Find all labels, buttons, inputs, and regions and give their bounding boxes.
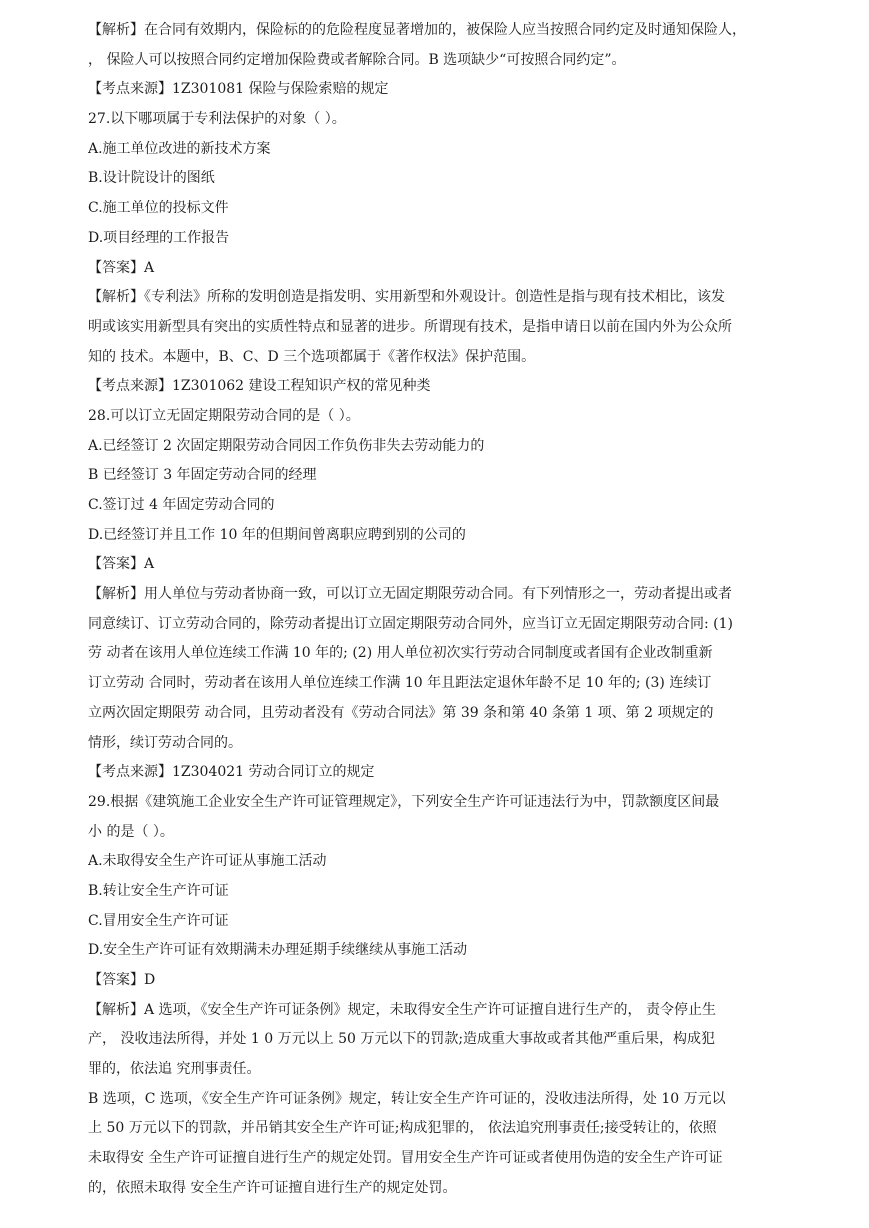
source-note: 【考点来源】1Z301081 保险与保险索赔的规定 bbox=[88, 81, 389, 98]
answer: 【答案】A bbox=[88, 259, 155, 276]
text-line: 明或该实用新型具有突出的实质性特点和显著的进步。所谓现有技术，是指申请日以前在国内外为公众所 bbox=[88, 318, 732, 335]
text-line: 【解析】《专利法》所称的发明创造是指发明、实用新型和外观设计。创造性是指与现有技术相比，该发 bbox=[88, 289, 725, 306]
option-d: D.已经签订并且工作 10 年的但期间曾离职应聘到别的公司的 bbox=[88, 526, 466, 543]
text-line: 订立劳动 合同时，劳动者在该用人单位连续工作满 10 年且距法定退休年龄不足 10 年的; (3) 连续订 bbox=[88, 675, 712, 692]
option-a: A.未取得安全生产许可证从事施工活动 bbox=[88, 853, 327, 870]
text-line: 立两次固定期限劳 动合同，且劳动者没有《劳动合同法》第 39 条和第 40 条第 1 项、第 2 项规定的 bbox=[88, 704, 714, 721]
text-line: 【解析】A 选项，《安全生产许可证条例》规定，未取得安全生产许可证擅自进行生产的， 责令停止生 bbox=[88, 1001, 717, 1018]
text-line: 未取得安 全生产许可证擅自进行生产的规定处罚。冒用安全生产许可证或者使用伪造的安全生产许可证 bbox=[88, 1150, 723, 1167]
option-d: D.安全生产许可证有效期满未办理延期手续继续从事施工活动 bbox=[88, 942, 468, 959]
text-line: 劳 动者在该用人单位连续工作满 10 年的; (2) 用人单位初次实行劳动合同制度或者国有企业改制重新 bbox=[88, 645, 713, 662]
text-line: 【解析】在合同有效期内，保险标的的危险程度显著增加的，被保险人应当按照合同约定及时通知保险人， bbox=[88, 22, 746, 38]
text-line: ， 保险人可以按照合同约定增加保险费或者解除合同。B 选项缺少“可按照合同约定”。 bbox=[88, 51, 626, 68]
question-28: 28.可以订立无固定期限劳动合同的是（ ）。 bbox=[88, 407, 360, 424]
text-line: 同意续订、订立劳动合同的，除劳动者提出订立固定期限劳动合同外，应当订立无固定期限劳动合同: (1) bbox=[88, 615, 733, 632]
option-c: C.签订过 4 年固定劳动合同的 bbox=[88, 497, 275, 513]
option-c: C.施工单位的投标文件 bbox=[88, 200, 229, 217]
text-line: B 选项，C 选项，《安全生产许可证条例》规定，转让安全生产许可证的，没收违法所得，处 10 万元以 bbox=[88, 1090, 726, 1107]
option-c: C.冒用安全生产许可证 bbox=[88, 912, 229, 929]
option-b: B 已经签订 3 年固定劳动合同的经理 bbox=[88, 467, 317, 484]
text-line: 知的 技术。本题中，B、C、D 三个选项都属于《著作权法》保护范围。 bbox=[88, 348, 536, 365]
answer: 【答案】D bbox=[88, 972, 156, 988]
option-b: B.设计院设计的图纸 bbox=[88, 170, 215, 187]
question-27: 27.以下哪项属于专利法保护的对象（ ）。 bbox=[88, 111, 346, 128]
document-page bbox=[88, 16, 813, 1204]
question-29-cont: 小 的是（ ）。 bbox=[88, 823, 174, 840]
text-line: 【解析】用人单位与劳动者协商一致，可以订立无固定期限劳动合同。有下列情形之一，劳动者提出或者 bbox=[88, 586, 732, 603]
text-line: 情形，续订劳动合同的。 bbox=[88, 734, 242, 751]
text-line: 罪的，依法追 究刑事责任。 bbox=[88, 1061, 261, 1078]
answer: 【答案】A bbox=[88, 556, 155, 573]
text-line: 的，依照未取得 安全生产许可证擅自进行生产的规定处罚。 bbox=[88, 1179, 457, 1196]
question-29: 29.根据《建筑施工企业安全生产许可证管理规定》，下列安全生产许可证违法行为中，罚款额度区间最 bbox=[88, 793, 720, 810]
text-line: 产， 没收违法所得，并处 1 0 万元以上 50 万元以下的罚款;造成重大事故或者其他严重后果，构成犯 bbox=[88, 1031, 716, 1048]
option-d: D.项目经理的工作报告 bbox=[88, 229, 230, 246]
option-a: A.已经签订 2 次固定期限劳动合同因工作负伤非失去劳动能力的 bbox=[88, 437, 485, 454]
option-a: A.施工单位改进的新技术方案 bbox=[88, 140, 271, 157]
option-b: B.转让安全生产许可证 bbox=[88, 882, 229, 899]
text-line: 上 50 万元以下的罚款，并吊销其安全生产许可证;构成犯罪的， 依法追究刑事责任;接受转让的，依照 bbox=[88, 1120, 717, 1137]
source-note: 【考点来源】1Z304021 劳动合同订立的规定 bbox=[88, 764, 375, 781]
source-note: 【考点来源】1Z301062 建设工程知识产权的常见种类 bbox=[88, 378, 431, 395]
